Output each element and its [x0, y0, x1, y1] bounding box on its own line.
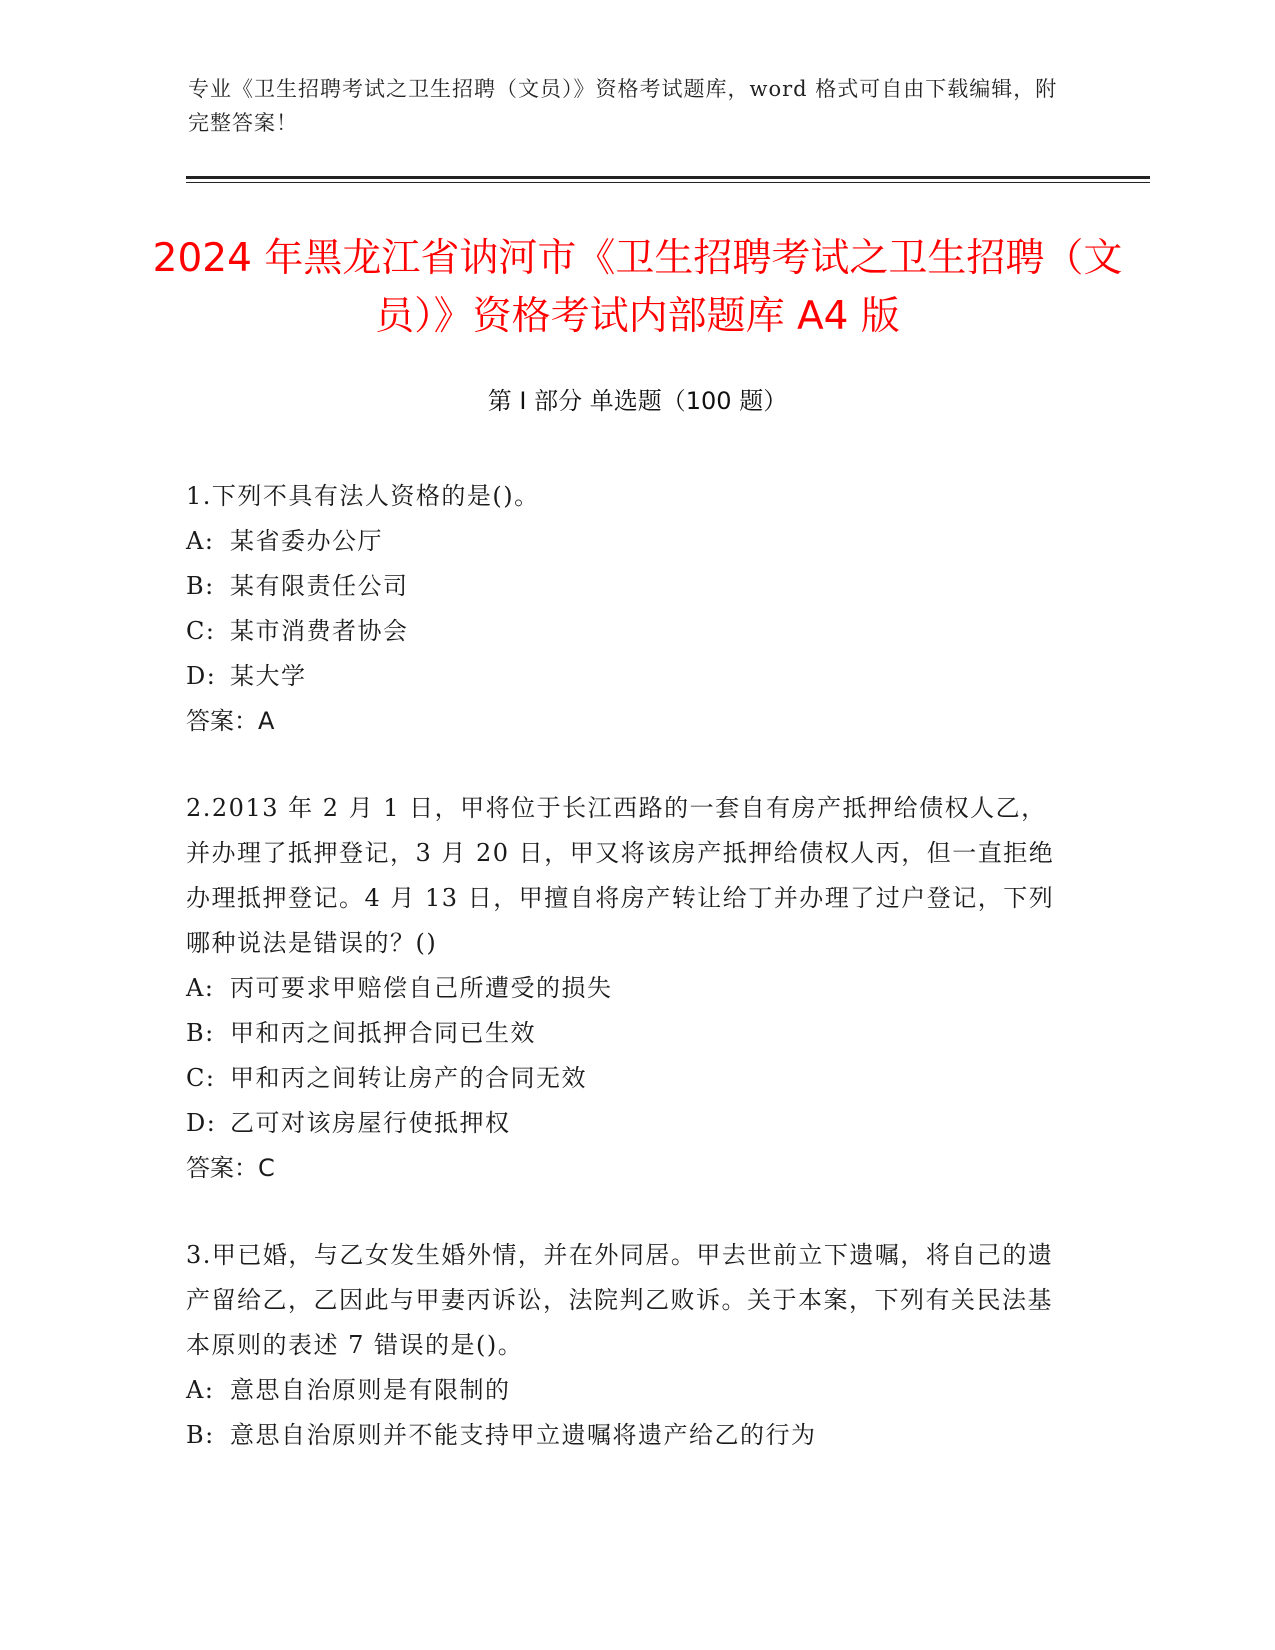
question-stem: 2.2013 年 2 月 1 日，甲将位于长江西路的一套自有房产抵押给债权人乙，并办理了抵押登记，3 月 20 日，甲又将该房产抵押给债权人丙，但一直拒绝办理抵押登记。4 月 13 日，甲擅自将房产转让给丁并办理了过户登记，下列哪种说法是错误的？() [186, 794, 1055, 957]
option-text: 乙可对该房屋行使抵押权 [230, 1109, 511, 1137]
option-text: 甲和丙之间抵押合同已生效 [230, 1019, 536, 1047]
option-a [186, 1368, 1066, 1413]
option-text: 意思自治原则是有限制的 [230, 1376, 511, 1404]
header-divider-thin [186, 182, 1150, 183]
option-text: 意思自治原则并不能支持甲立遗嘱将遗产给乙的行为 [230, 1421, 817, 1449]
option-key: A: [186, 974, 215, 1002]
option-a [186, 966, 1066, 1011]
option-key: A: [186, 1376, 215, 1404]
option-d [186, 654, 1066, 699]
option-b [186, 1413, 1066, 1458]
header-divider-thick [186, 176, 1150, 179]
question-2 [186, 786, 1066, 1191]
question-list [186, 474, 1066, 1500]
option-b [186, 1011, 1066, 1056]
option-key: D: [186, 1109, 217, 1137]
option-text: 某省委办公厅 [230, 527, 383, 555]
option-text: 某有限责任公司 [230, 572, 409, 600]
option-c [186, 609, 1066, 654]
option-text: 某大学 [230, 662, 307, 690]
answer: 答案：C [186, 1154, 275, 1182]
option-text: 某市消费者协会 [230, 617, 409, 645]
option-b [186, 564, 1066, 609]
option-key: B: [186, 1019, 215, 1047]
option-a [186, 519, 1066, 564]
option-c [186, 1056, 1066, 1101]
answer: 答案：A [186, 707, 275, 735]
question-stem: 1.下列不具有法人资格的是()。 [186, 482, 540, 510]
header-note: 专业《卫生招聘考试之卫生招聘（文员）》资格考试题库，word 格式可自由下载编辑，附完整答案！ [188, 77, 1058, 135]
section-title: 第 I 部分 单选题（100 题） [487, 387, 788, 415]
option-text: 甲和丙之间转让房产的合同无效 [230, 1064, 587, 1092]
option-key: C: [186, 1064, 216, 1092]
option-key: B: [186, 1421, 215, 1449]
option-key: C: [186, 617, 216, 645]
option-text: 丙可要求甲赔偿自己所遭受的损失 [230, 974, 613, 1002]
question-stem: 3.甲已婚，与乙女发生婚外情，并在外同居。甲去世前立下遗嘱，将自己的遗产留给乙，乙因此与甲妻丙诉讼，法院判乙败诉。关于本案，下列有关民法基本原则的表述 7 错误的是()。 [186, 1241, 1054, 1359]
option-key: B: [186, 572, 215, 600]
option-key: D: [186, 662, 217, 690]
option-d [186, 1101, 1066, 1146]
question-3 [186, 1233, 1066, 1458]
document-title: 2024 年黑龙江省讷河市《卫生招聘考试之卫生招聘（文员）》资格考试内部题库 A4 版 [152, 236, 1123, 339]
question-1 [186, 474, 1066, 744]
option-key: A: [186, 527, 215, 555]
